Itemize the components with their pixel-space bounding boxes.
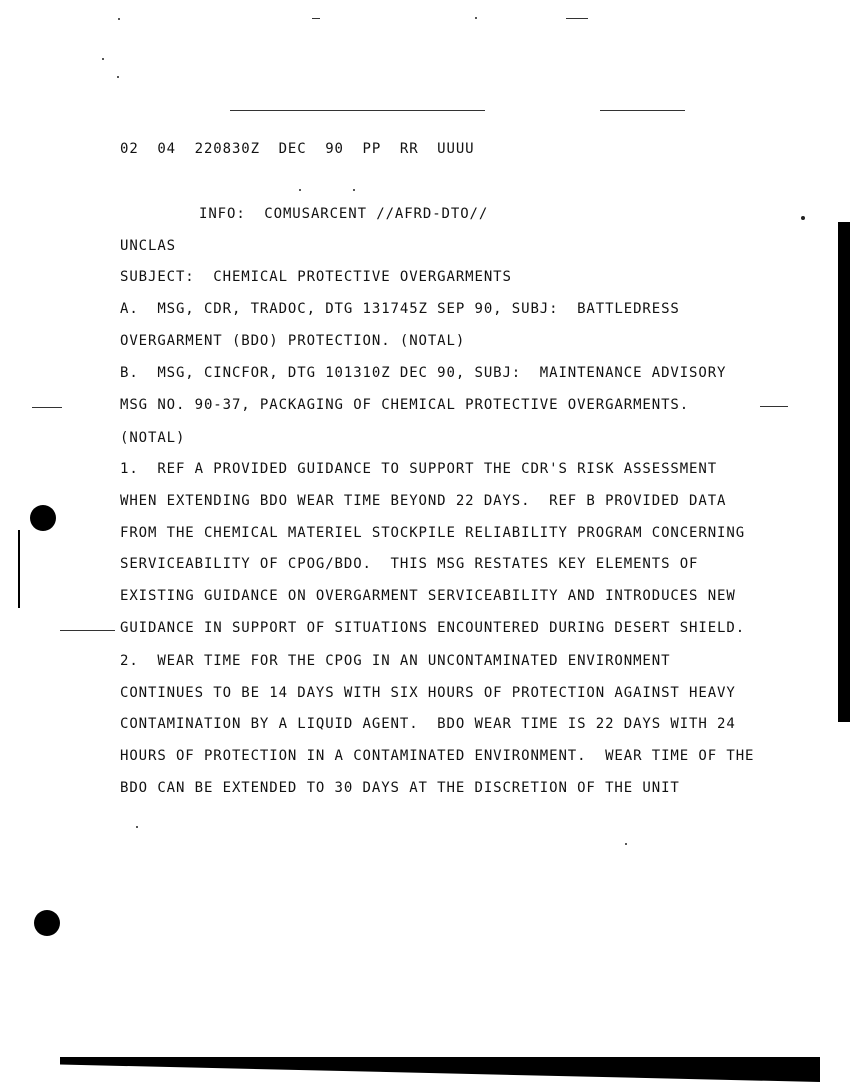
scan-artifact-dot <box>117 76 119 78</box>
scan-artifact-dot <box>118 18 120 20</box>
routing-line: 02 04 220830Z DEC 90 PP RR UUUU <box>120 141 475 157</box>
paragraph-1-line: WHEN EXTENDING BDO WEAR TIME BEYOND 22 DAYS. REF B PROVIDED DATA <box>120 493 727 509</box>
scan-artifact-line <box>230 110 485 111</box>
info-line: INFO: COMUSARCENT //AFRD-DTO// <box>199 206 489 222</box>
paragraph-2-line: HOURS OF PROTECTION IN A CONTAMINATED ENVIRONMENT. WEAR TIME OF THE <box>120 748 755 764</box>
margin-bar-right <box>838 222 850 722</box>
classification: UNCLAS <box>120 238 176 254</box>
paragraph-1-line: GUIDANCE IN SUPPORT OF SITUATIONS ENCOUNTERED DURING DESERT SHIELD. <box>120 620 746 636</box>
reference-line: A. MSG, CDR, TRADOC, DTG 131745Z SEP 90, SUBJ: BATTLEDRESS <box>120 301 680 317</box>
margin-bar-left <box>18 530 20 608</box>
punch-hole <box>30 505 56 531</box>
punch-hole <box>34 910 60 936</box>
paragraph-1-line: 1. REF A PROVIDED GUIDANCE TO SUPPORT THE CDR'S RISK ASSESSMENT <box>120 461 718 477</box>
subject-line: SUBJECT: CHEMICAL PROTECTIVE OVERGARMENTS <box>120 269 512 285</box>
scan-artifact-dot <box>102 58 104 60</box>
scan-artifact-line <box>312 18 320 19</box>
scan-artifact-line <box>566 18 588 19</box>
scan-artifact-dot <box>475 17 477 19</box>
paragraph-2-line: BDO CAN BE EXTENDED TO 30 DAYS AT THE DISCRETION OF THE UNIT <box>120 780 680 796</box>
paragraph-1-line: SERVICEABILITY OF CPOG/BDO. THIS MSG RESTATES KEY ELEMENTS OF <box>120 556 699 572</box>
scan-artifact-line <box>60 630 115 631</box>
scan-artifact-dot <box>299 189 301 191</box>
scan-artifact-line <box>600 110 685 111</box>
scan-artifact-dot <box>136 826 138 828</box>
scan-artifact-dot <box>801 216 805 220</box>
scan-artifact-dot <box>625 843 627 845</box>
bottom-scan-edge <box>60 1057 820 1082</box>
scan-artifact-line <box>760 406 788 407</box>
paragraph-2-line: 2. WEAR TIME FOR THE CPOG IN AN UNCONTAMINATED ENVIRONMENT <box>120 653 671 669</box>
scan-artifact-dot <box>353 189 355 191</box>
reference-line: OVERGARMENT (BDO) PROTECTION. (NOTAL) <box>120 333 466 349</box>
paragraph-1-line: EXISTING GUIDANCE ON OVERGARMENT SERVICEABILITY AND INTRODUCES NEW <box>120 588 736 604</box>
reference-line: (NOTAL) <box>120 430 186 446</box>
scan-artifact-line <box>32 407 62 408</box>
reference-line: MSG NO. 90-37, PACKAGING OF CHEMICAL PROTECTIVE OVERGARMENTS. <box>120 397 690 413</box>
reference-line: B. MSG, CINCFOR, DTG 101310Z DEC 90, SUBJ: MAINTENANCE ADVISORY <box>120 365 727 381</box>
paragraph-2-line: CONTAMINATION BY A LIQUID AGENT. BDO WEAR TIME IS 22 DAYS WITH 24 <box>120 716 736 732</box>
paragraph-1-line: FROM THE CHEMICAL MATERIEL STOCKPILE RELIABILITY PROGRAM CONCERNING <box>120 525 746 541</box>
paragraph-2-line: CONTINUES TO BE 14 DAYS WITH SIX HOURS OF PROTECTION AGAINST HEAVY <box>120 685 736 701</box>
